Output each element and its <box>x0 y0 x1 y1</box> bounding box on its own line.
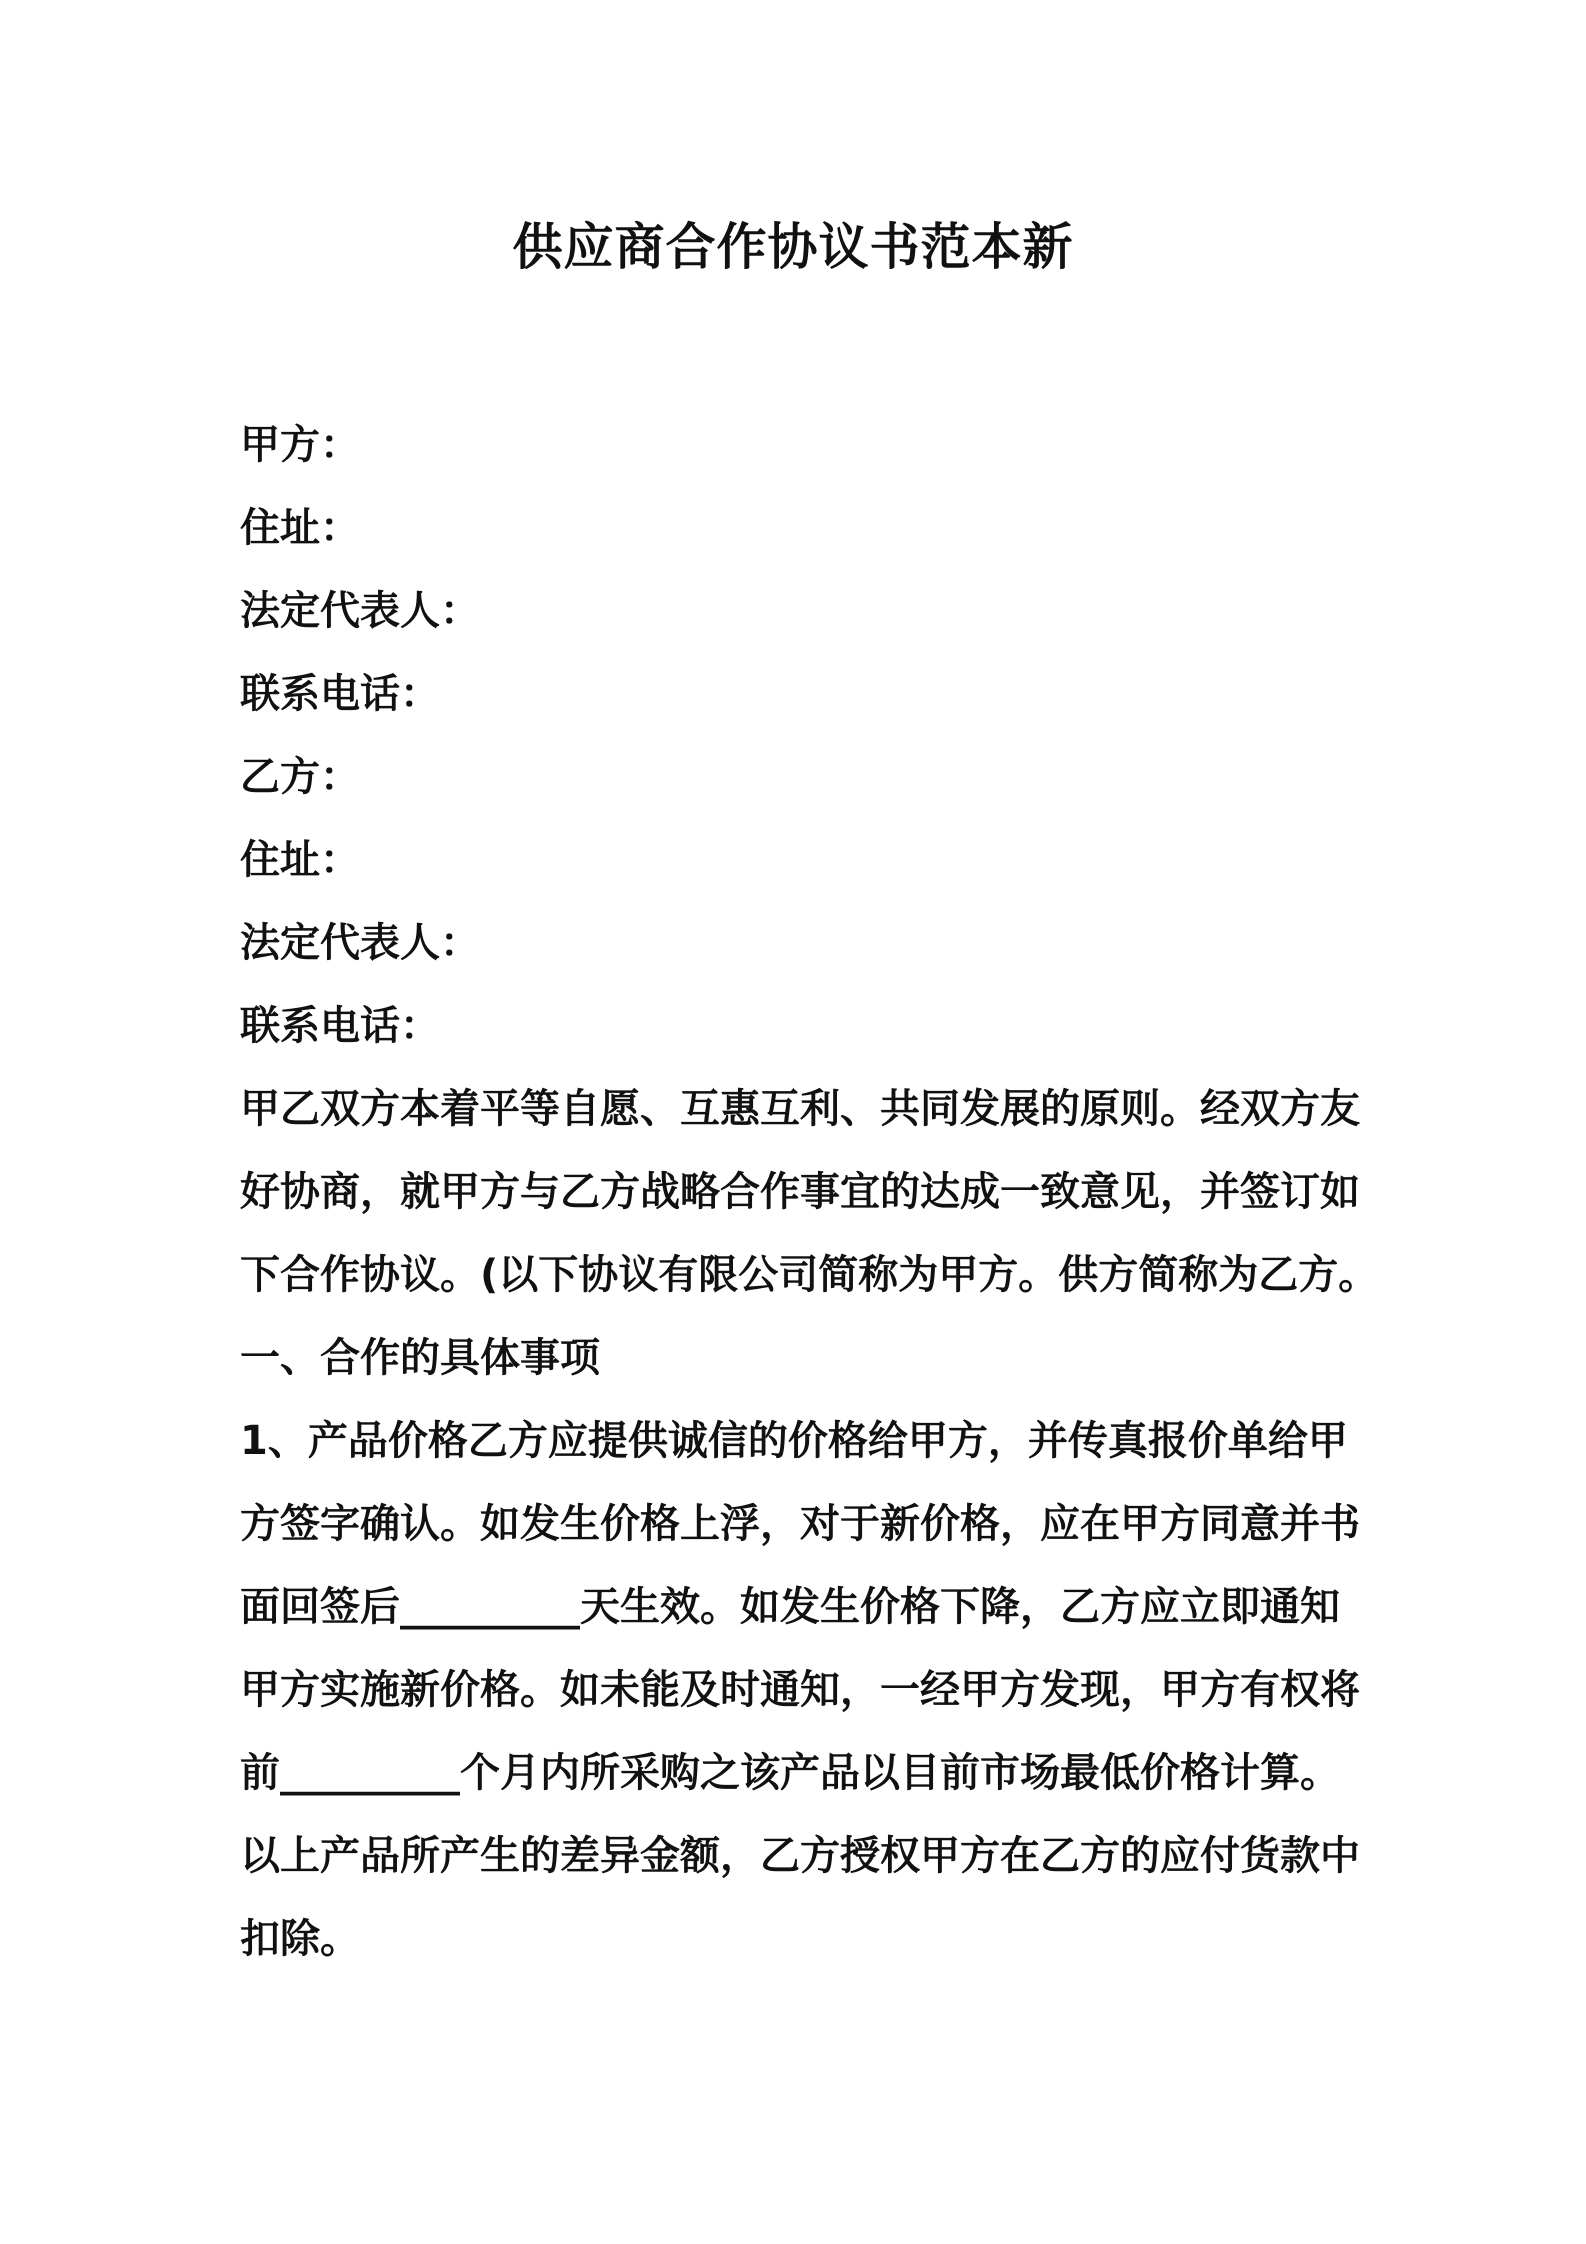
document-title: 供应商合作协议书范本新 <box>512 218 1074 276</box>
party-a-name-label: 甲方： <box>240 422 360 468</box>
clause-1-line: 扣除。 <box>240 1916 360 1962</box>
clause-1-line: 方签字确认。如发生价格上浮，对于新价格，应在甲方同意并书 <box>240 1501 1360 1547</box>
clause-1-line: 1、产品价格乙方应提供诚信的价格给甲方，并传真报价单给甲 <box>240 1418 1348 1464</box>
clause-1-paragraph <box>240 1400 1380 1981</box>
party-a-representative-label: 法定代表人： <box>240 588 480 634</box>
document-body <box>240 404 1380 1981</box>
clause-1-line: 面回签后_________天生效。如发生价格下降，乙方应立即通知 <box>240 1584 1340 1630</box>
preamble-line: 好协商，就甲方与乙方战略合作事宜的达成一致意见，并签订如 <box>240 1169 1360 1215</box>
preamble-line: 下合作协议。(以下协议有限公司简称为甲方。供方简称为乙方。 <box>240 1252 1379 1298</box>
party-b-address-label: 住址： <box>240 837 360 883</box>
party-b-representative-label: 法定代表人： <box>240 920 480 966</box>
preamble-paragraph <box>240 1068 1380 1317</box>
clause-1-line: 甲方实施新价格。如未能及时通知，一经甲方发现，甲方有权将 <box>240 1667 1360 1713</box>
clause-1-line: 以上产品所产生的差异金额，乙方授权甲方在乙方的应付货款中 <box>240 1833 1360 1879</box>
party-a-phone-label: 联系电话： <box>240 671 440 717</box>
clause-1-line: 前_________个月内所采购之该产品以目前市场最低价格计算。 <box>240 1750 1340 1796</box>
party-b-name-label: 乙方： <box>240 754 360 800</box>
preamble-line: 甲乙双方本着平等自愿、互惠互利、共同发展的原则。经双方友 <box>240 1086 1360 1132</box>
party-a-address-label: 住址： <box>240 505 360 551</box>
party-b-phone-label: 联系电话： <box>240 1003 440 1049</box>
section-1-heading: 一、合作的具体事项 <box>240 1335 600 1381</box>
